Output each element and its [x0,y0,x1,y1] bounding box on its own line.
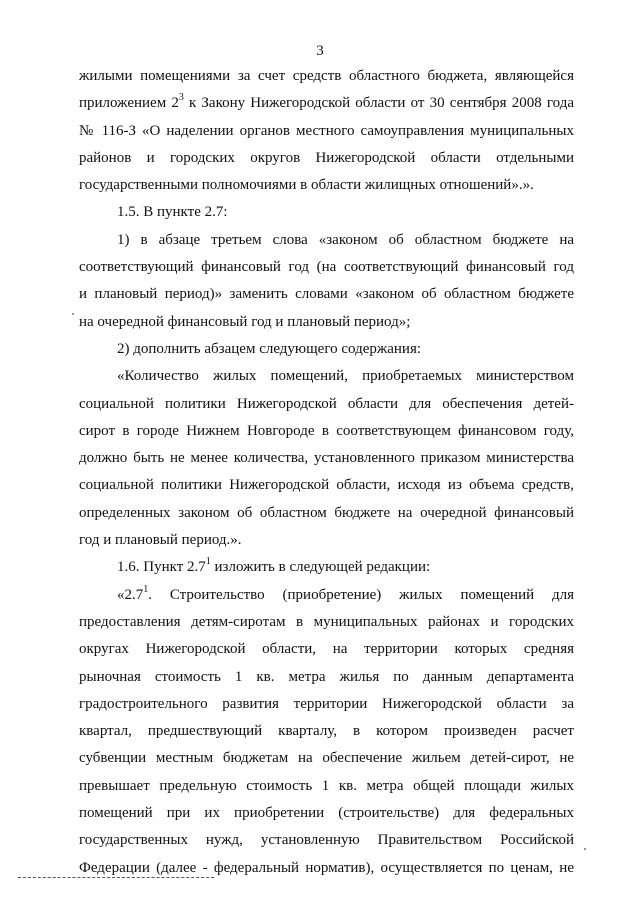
text-line: социальной политики Нижегородской области для обеспечения детей- [79,395,574,412]
text-line: приложением $2^3$ к Закону Нижегородской области от 30 сентября 2008 года [79,92,574,112]
text-line: определенных законом об областном бюджете на очередной финансовый [79,504,574,521]
scan-speck [72,313,74,315]
text-line: жилыми помещениями за счет средств областного бюджета, являющейся [79,68,574,84]
text-line: субвенции местным бюджетам на обеспечение жильем детей-сирот, не [79,750,574,767]
text-line: и плановый период)» заменить словами «законом об областном бюджете [79,286,574,303]
text-line: предоставления детям-сиротам в муниципальных районах и городских [79,613,574,630]
text-line: Федерации (далее - федеральный норматив), осуществляется по ценам, не [79,859,574,876]
text-line: районов и городских округов Нижегородской области отдельными [79,149,574,166]
superscript: 1 [143,583,149,595]
text-line: градостроительного развития территории Нижегородской области за [79,695,574,712]
text-line: квартал, предшествующий кварталу, в котором произведен расчет [79,723,574,740]
paragraph-heading: 1.5. В пункте 2.7: [117,204,228,221]
text-line: 1) в абзаце третьем слова «законом об областном бюджете на [117,231,574,248]
superscript: 3 [178,92,184,104]
text-line: «$2.7^1$. Строительство (приобретение) жилых помещений для [117,583,574,603]
scan-speck [584,848,586,850]
text-line: на очередной финансовый год и плановый период»; [79,313,411,330]
text-line: № 116-З «О наделении органов местного самоуправления муниципальных [79,122,574,139]
paragraph-heading: 1.6. Пункт $2.7^1$ изложить в следующей редакции: [117,556,431,576]
text-line: государственными полномочиями в области жилищных отношений».». [79,177,534,194]
document-body [79,63,574,882]
text-line: 2) дополнить абзацем следующего содержания: [117,340,422,357]
text-line: округах Нижегородской области, на территории которых средняя [79,641,574,658]
text-line: социальной политики Нижегородской области, исходя из объема средств, [79,477,574,494]
text-line: превышает предельную стоимость 1 кв. метра общей площади жилых [79,777,574,794]
page-number: 3 [316,43,324,59]
text-line: год и плановый период.». [79,532,242,549]
text-line: должно быть не менее количества, установленного приказом министерства [79,450,574,467]
text-line: рыночная стоимость 1 кв. метра жилья по данным департамента [79,668,574,685]
text-line: «Количество жилых помещений, приобретаемых министерством [117,368,574,385]
superscript: 1 [205,556,211,568]
text-line: помещений при их приобретении (строительстве) для федеральных [79,805,574,822]
text-line: соответствующий финансовый год (на соответствующий финансовый год [79,259,574,276]
footer-rule [18,877,214,878]
text-line: государственных нужд, установленную Правительством Российской [79,832,574,849]
text-line: сирот в городе Нижнем Новгороде в соответствующем финансовом году, [79,422,574,439]
